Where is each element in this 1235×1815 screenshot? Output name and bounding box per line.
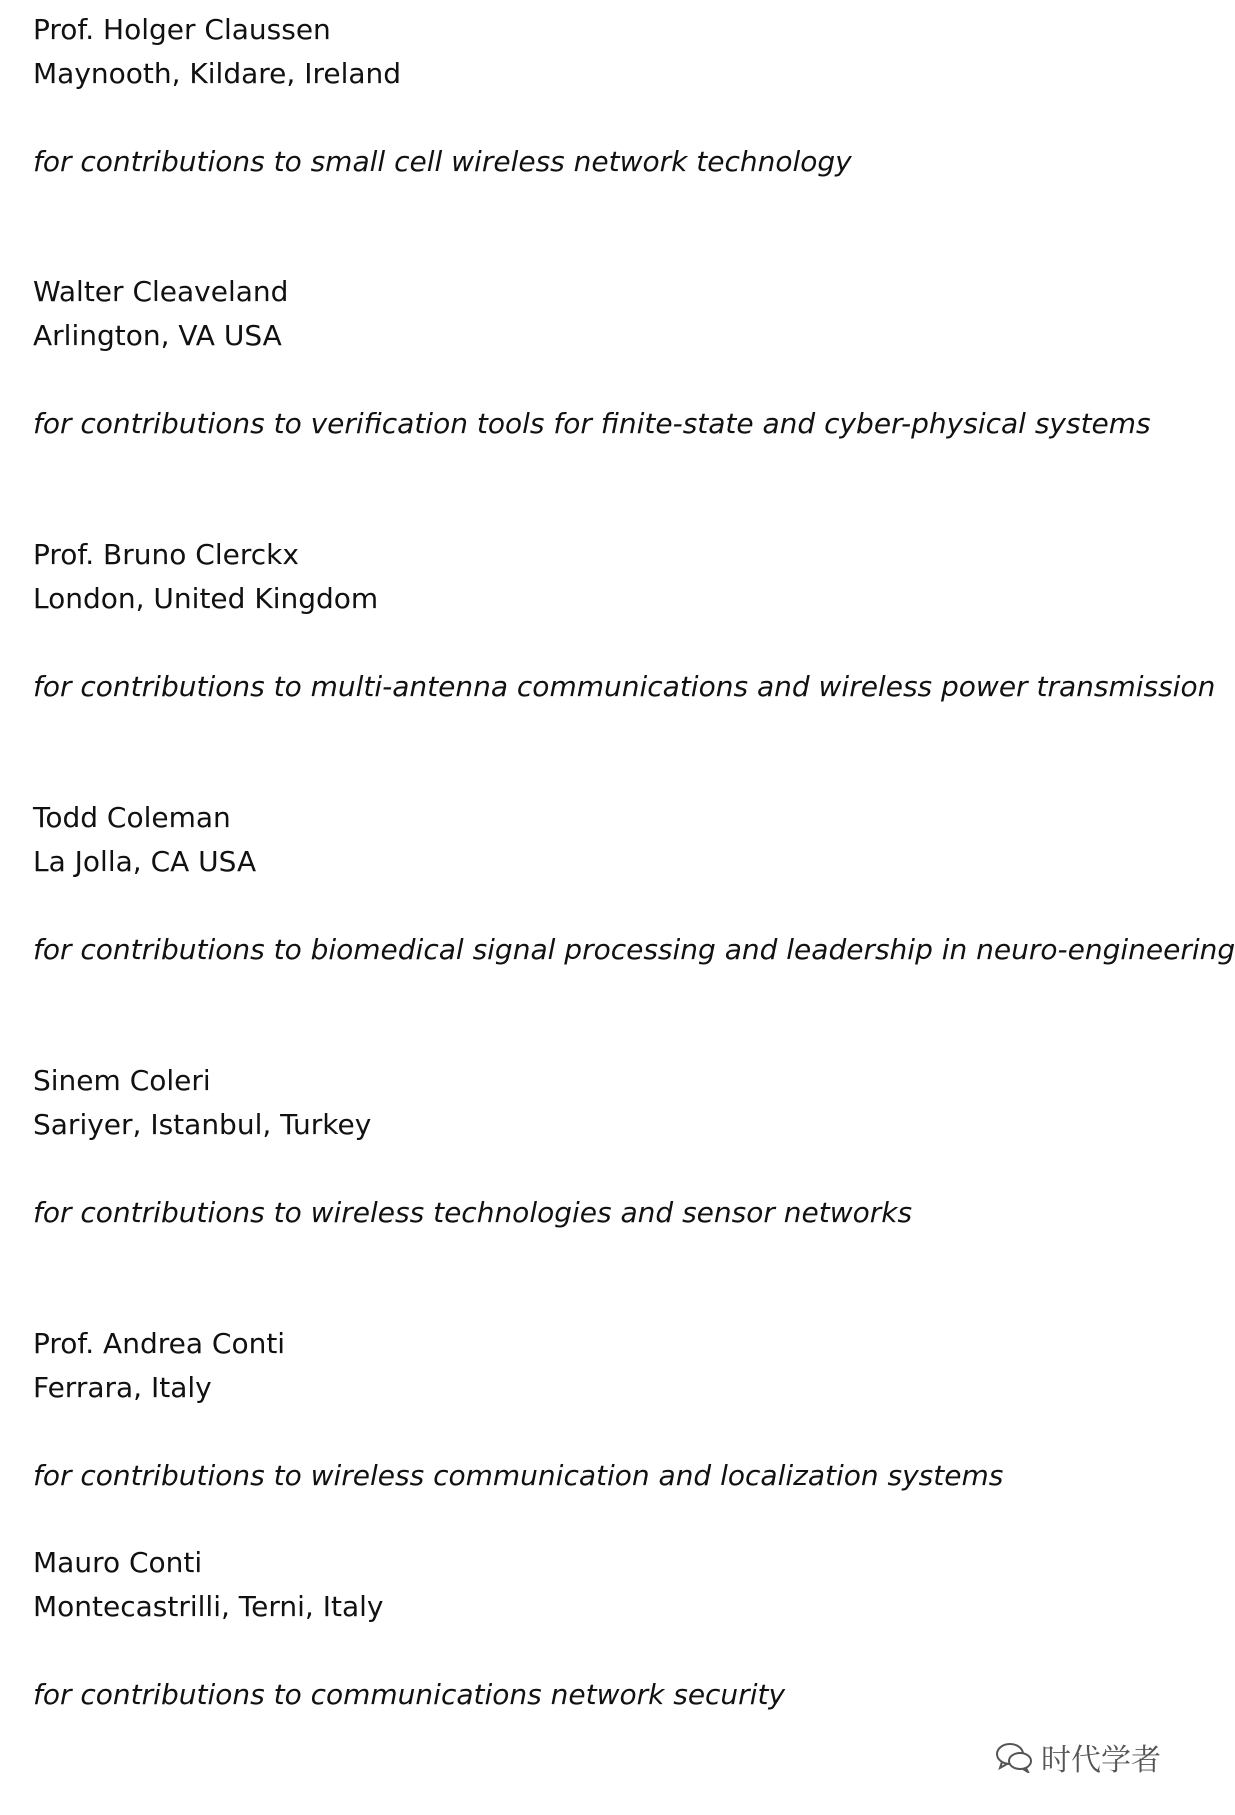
fellow-entry [33,1059,912,1235]
fellow-name: Todd Coleman [33,801,231,834]
fellow-location: Maynooth, Kildare, Ireland [33,57,402,90]
fellow-location: Ferrara, Italy [33,1371,212,1404]
fellow-entry [33,1541,785,1717]
fellow-name: Walter Cleaveland [33,275,289,308]
wechat-icon [995,1741,1033,1773]
fellow-name: Sinem Coleri [33,1064,211,1097]
fellow-location: London, United Kingdom [33,582,379,615]
fellow-entry [33,533,1215,709]
fellow-entry [33,8,852,184]
fellow-name: Prof. Holger Claussen [33,13,331,46]
fellow-citation: for contributions to multi-antenna communications and wireless power transmission [33,670,1216,703]
fellow-citation: for contributions to biomedical signal processing and leadership in neuro-engineering [33,933,1235,966]
fellow-location: Arlington, VA USA [33,319,282,352]
fellow-name: Prof. Bruno Clerckx [33,538,299,571]
fellow-citation: for contributions to communications network security [33,1678,786,1711]
fellow-citation: for contributions to small cell wireless network technology [33,145,852,178]
fellow-location: Sariyer, Istanbul, Turkey [33,1108,372,1141]
fellow-citation: for contributions to verification tools for finite-state and cyber-physical systems [33,407,1151,440]
fellow-entry [33,1322,1003,1498]
fellow-location: La Jolla, CA USA [33,845,257,878]
fellow-location: Montecastrilli, Terni, Italy [33,1590,384,1623]
fellow-name: Mauro Conti [33,1546,203,1579]
fellow-citation: for contributions to wireless communication and localization systems [33,1459,1004,1492]
watermark-text: 时代学者 [1041,1743,1161,1778]
fellow-citation: for contributions to wireless technologies and sensor networks [33,1196,913,1229]
fellow-entry [33,270,1151,446]
fellow-name: Prof. Andrea Conti [33,1327,286,1360]
watermark [995,1735,1161,1779]
fellow-entry [33,796,1235,972]
